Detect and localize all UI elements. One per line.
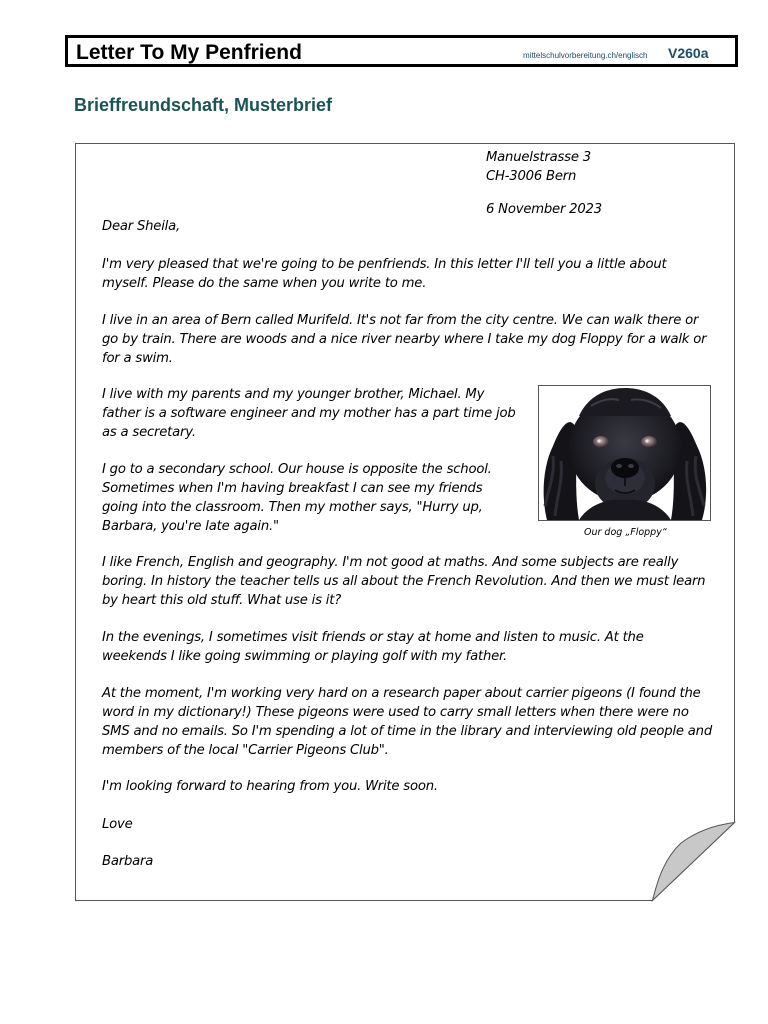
paragraph-school: I go to a secondary school. Our house is opposite the school. Sometimes when I'm having breakfast I can see my friends going into the classroom. Then my mother says, "Hurry up, Barbara, you're late again." xyxy=(102,462,492,534)
worksheet-title: Letter To My Penfriend xyxy=(76,41,302,64)
header-bar xyxy=(65,35,738,67)
address-line-1: Manuelstrasse 3 xyxy=(486,150,591,165)
letter-sheet xyxy=(75,143,735,901)
paragraph-area: I live in an area of Bern called Murifeld. It's not far from the city centre. We can walk there or go by train. There are woods and a nice river nearby where I take my dog Floppy for a walk or for a swim. xyxy=(102,313,707,366)
paragraph-family: I live with my parents and my younger brother, Michael. My father is a software engineer and my mother has a part time job as a secretary. xyxy=(102,387,516,440)
photo-caption: Our dog „Floppy“ xyxy=(584,527,667,538)
address-line-2: CH-3006 Bern xyxy=(486,169,577,184)
paragraph-evenings: In the evenings, I sometimes visit friends or stay at home and listen to music. At the weekends I like going swimming or playing golf with my father. xyxy=(102,630,644,664)
section-heading: Brieffreundschaft, Musterbrief xyxy=(74,95,333,115)
paragraph-research: At the moment, I'm working very hard on a research paper about carrier pigeons (I found the word in my dictionary!) These pigeons were used to carry small letters when there were no SMS and no emails. So I'm spending a lot of time in the library and interviewing old people and members of the local "Carrier Pigeons Club". xyxy=(102,686,713,758)
salutation: Dear Sheila, xyxy=(102,219,181,234)
signature: Barbara xyxy=(102,854,154,869)
source-url: mittelschulvorbereitung.ch/englisch xyxy=(523,51,648,60)
letter-date: 6 November 2023 xyxy=(486,202,602,217)
closing: Love xyxy=(102,817,133,832)
dog-photo xyxy=(538,385,711,521)
worksheet-code: V260a xyxy=(668,45,709,61)
dog-photo-illustration xyxy=(539,386,710,520)
paragraph-closing-wish: I'm looking forward to hearing from you. Write soon. xyxy=(102,779,438,794)
paragraph-subjects: I like French, English and geography. I'm not good at maths. And some subjects are really boring. In history the teacher tells us all about the French Revolution. And then we must learn by heart this old stuff. What use is it? xyxy=(102,555,706,608)
paragraph-intro: I'm very pleased that we're going to be penfriends. In this letter I'll tell you a little about myself. Please do the same when you write to me. xyxy=(102,257,667,291)
